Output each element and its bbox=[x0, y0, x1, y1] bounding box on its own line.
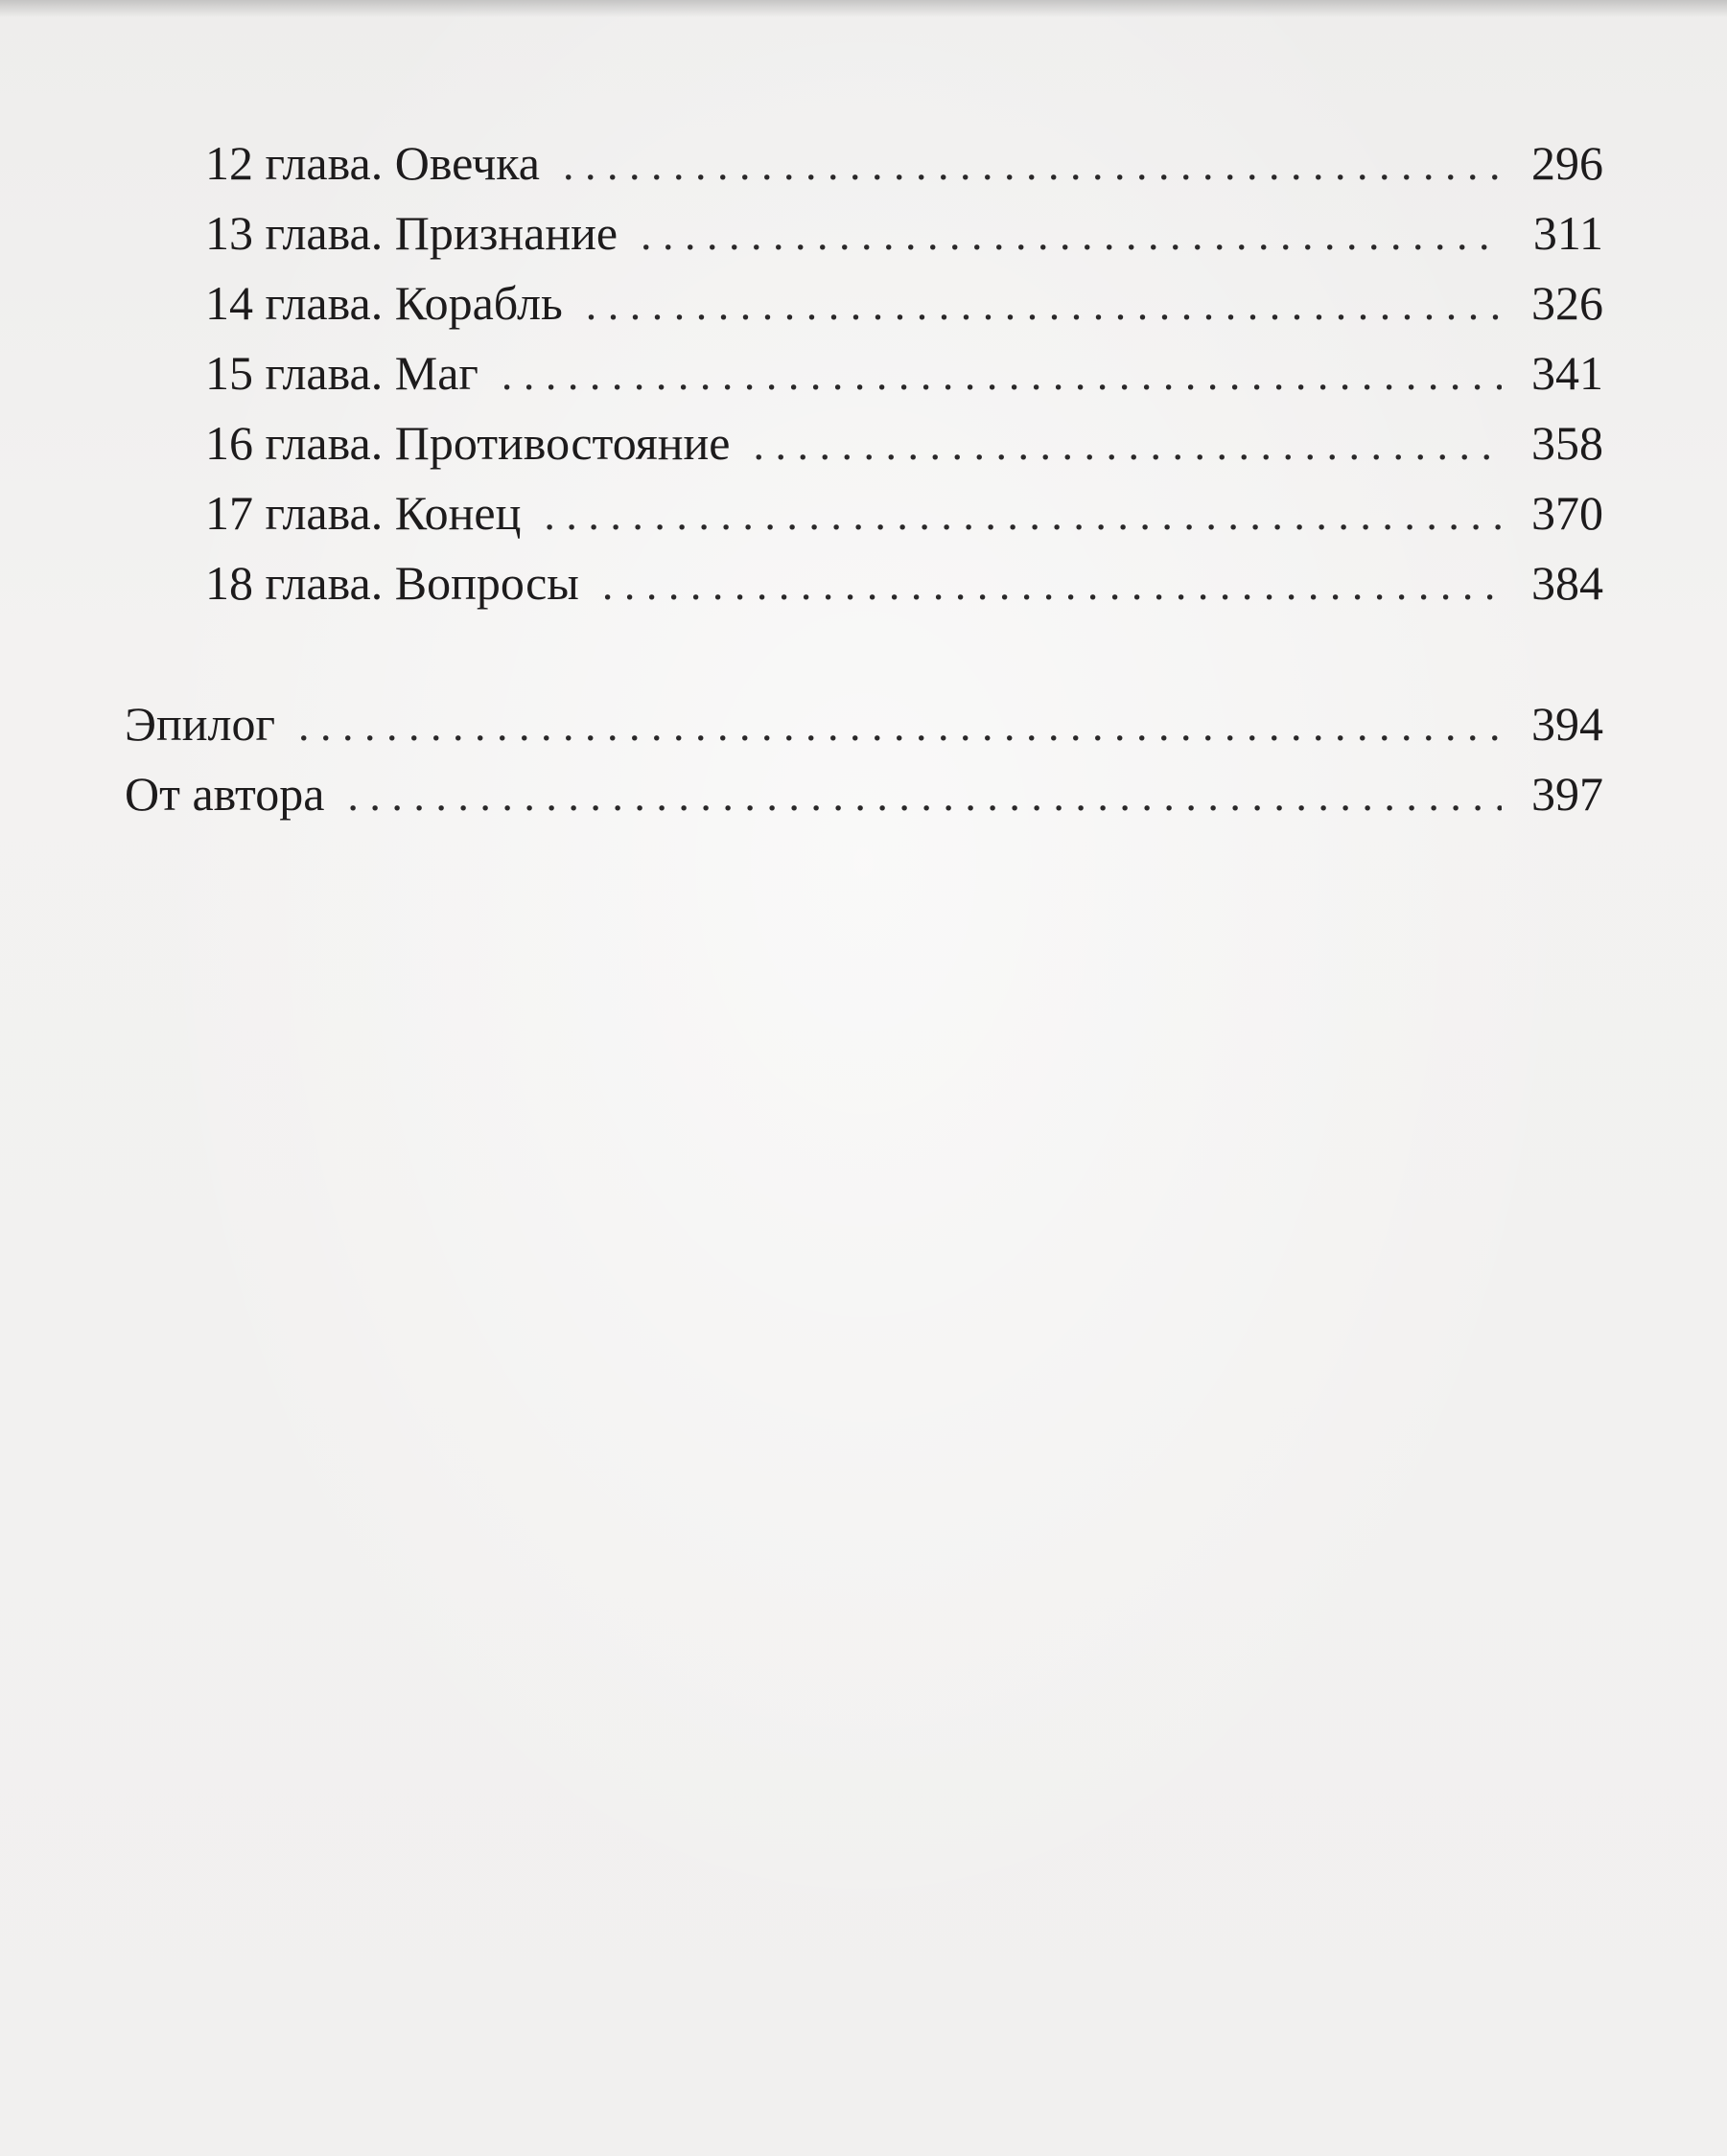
dot-leader bbox=[298, 697, 1502, 754]
toc-entry-title: 18 глава. Вопросы bbox=[205, 556, 579, 610]
toc-entry bbox=[205, 414, 1603, 474]
dot-leader bbox=[641, 206, 1502, 264]
dot-leader bbox=[586, 276, 1502, 334]
toc-entry bbox=[205, 344, 1603, 404]
toc-entry bbox=[205, 204, 1603, 264]
dot-leader bbox=[347, 767, 1502, 824]
toc-entry bbox=[205, 554, 1603, 614]
toc-entry bbox=[205, 484, 1603, 544]
toc-entry-title: 16 глава. Противостояние bbox=[205, 416, 731, 470]
toc-entry-page: 358 bbox=[1531, 416, 1603, 470]
toc-entry-title: 13 глава. Признание bbox=[205, 206, 618, 260]
toc-entry-page: 394 bbox=[1531, 697, 1603, 751]
toc-entry-title: 14 глава. Корабль bbox=[205, 276, 563, 330]
dot-leader bbox=[544, 486, 1502, 544]
dot-leader bbox=[602, 556, 1502, 614]
dot-leader bbox=[563, 136, 1502, 194]
toc-entry bbox=[205, 274, 1603, 334]
toc-entry-epilogue bbox=[125, 695, 1603, 754]
dot-leader bbox=[502, 346, 1502, 404]
toc-entry-page: 370 bbox=[1531, 486, 1603, 540]
toc-entry-page: 384 bbox=[1531, 556, 1603, 610]
toc-entry-page: 296 bbox=[1531, 136, 1603, 190]
toc-entry-title: Эпилог bbox=[125, 697, 275, 751]
toc-entry-page: 397 bbox=[1531, 767, 1603, 821]
toc-entry-author-note bbox=[125, 765, 1603, 824]
toc-entry-page: 311 bbox=[1532, 206, 1603, 260]
toc-entry-title: 17 глава. Конец bbox=[205, 486, 522, 540]
toc-entry bbox=[205, 134, 1603, 194]
toc-entry-title: 12 глава. Овечка bbox=[205, 136, 540, 190]
toc-entry-page: 341 bbox=[1531, 346, 1603, 400]
dot-leader bbox=[753, 416, 1502, 474]
toc-entry-title: От автора bbox=[125, 767, 325, 821]
toc-entry-page: 326 bbox=[1531, 276, 1603, 330]
toc-entry-title: 15 глава. Маг bbox=[205, 346, 478, 400]
